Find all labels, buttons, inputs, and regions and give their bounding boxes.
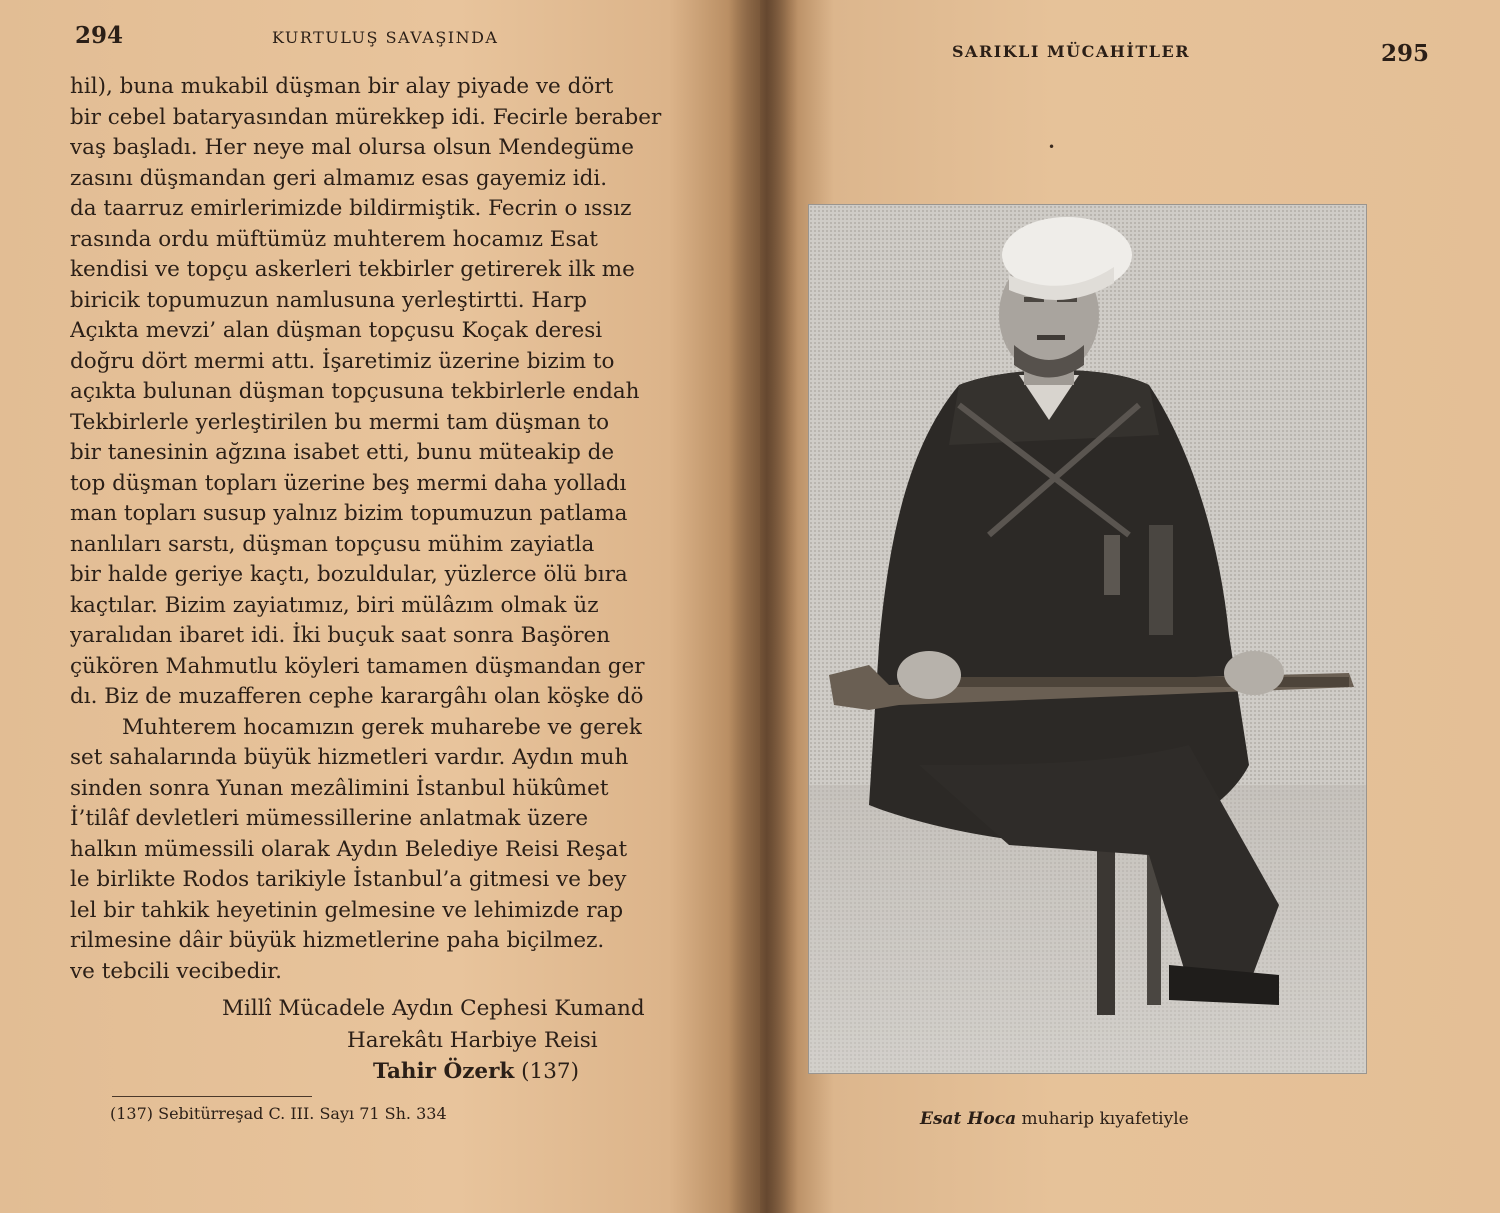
text-line: lel bir tahkik heyetinin gelmesine ve lehimizde rap: [70, 897, 624, 923]
right-page-number: 295: [1381, 40, 1430, 67]
text-line: Açıkta mevzi’ alan düşman topçusu Koçak deresi: [70, 318, 603, 343]
text-line: halkın mümessili olarak Aydın Belediye Reisi Reşat: [70, 836, 628, 862]
text-line: bir cebel bataryasından mürekkep idi. Fecirle beraber: [70, 104, 662, 130]
text-line: çükören Mahmutlu köyleri tamamen düşmandan ger: [70, 653, 645, 679]
text-line: da taarruz emirlerimizde bildirmiştik. Fecrin o ıssız: [70, 196, 632, 221]
text-line: set sahalarında büyük hizmetleri vardır. Aydın muh: [70, 745, 629, 770]
text-line: rasında ordu müftümüz muhterem hocamız Esat: [70, 226, 598, 252]
text-line: Tekbirlerle yerleştirilen bu mermi tam düşman to: [70, 409, 610, 435]
text-line: le birlikte Rodos tarikiyle İstanbul’a gitmesi ve bey: [70, 867, 627, 892]
portrait-illustration: [809, 205, 1366, 1073]
signature-line-2: Harekâtı Harbiye Reisi: [347, 1028, 598, 1053]
speck-mark: •: [1048, 140, 1056, 154]
signature-name-line: [373, 1059, 579, 1084]
right-running-head: SARIKLI MÜCAHİTLER: [952, 42, 1191, 61]
signature-name: Tahir Özerk: [373, 1059, 515, 1084]
text-line: nanlıları sarstı, düşman topçusu mühim zayiatla: [70, 531, 595, 557]
photo-caption: [920, 1109, 1189, 1129]
text-line: man topları susup yalnız bizim topumuzun patlama: [70, 501, 628, 526]
text-line: bir tanesinin ağzına isabet etti, bunu müteakip de: [70, 440, 615, 465]
text-line: hil), buna mukabil düşman bir alay piyade ve dört: [70, 74, 614, 99]
text-line: sinden sonra Yunan mezâlimini İstanbul hükûmet: [70, 775, 609, 801]
text-line: dı. Biz de muzafferen cephe karargâhı olan köşke dö: [70, 684, 644, 709]
text-line: İ’tilâf devletleri mümessillerine anlatmak üzere: [70, 806, 589, 831]
portrait-photo: [808, 204, 1367, 1074]
text-line: zasını düşmandan geri almamız esas gayemiz idi.: [70, 165, 608, 191]
text-line: rilmesine dâir büyük hizmetlerine paha biçilmez.: [70, 928, 605, 953]
text-line: doğru dört mermi attı. İşaretimiz üzerine bizim to: [70, 348, 615, 374]
text-line: ve tebcili vecibedir.: [70, 958, 282, 984]
caption-name: Esat Hoca: [920, 1109, 1017, 1129]
text-line: kaçtılar. Bizim zayiatımız, biri mülâzım olmak üz: [70, 592, 599, 618]
text-line: vaş başladı. Her neye mal olursa olsun Mendegüme: [70, 135, 635, 160]
text-line: Muhterem hocamızın gerek muharebe ve gerek: [122, 714, 642, 740]
left-running-head: KURTULUŞ SAVAŞINDA: [272, 28, 499, 47]
text-line: bir halde geriye kaçtı, bozuldular, yüzlerce ölü bıra: [70, 562, 628, 587]
footnote: (137) Sebitürreşad C. III. Sayı 71 Sh. 334: [110, 1104, 447, 1123]
signature-line-1: Millî Mücadele Aydın Cephesi Kumand: [222, 996, 645, 1021]
signature-ref: (137): [521, 1059, 579, 1084]
text-line: yaralıdan ibaret idi. İki buçuk saat sonra Başören: [70, 623, 611, 648]
text-line: kendisi ve topçu askerleri tekbirler getirerek ilk me: [70, 257, 635, 282]
text-line: biricik topumuzun namlusuna yerleştirtti. Harp: [70, 287, 588, 313]
text-line: top düşman topları üzerine beş mermi daha yolladı: [70, 470, 627, 496]
left-body-text: [70, 72, 735, 987]
footnote-rule: [112, 1096, 312, 1097]
caption-rest: muharip kıyafetiyle: [1021, 1109, 1189, 1129]
book-gutter: [728, 0, 798, 1213]
text-line: açıkta bulunan düşman topçusuna tekbirlerle endah: [70, 379, 640, 404]
left-page-number: 294: [75, 22, 124, 49]
